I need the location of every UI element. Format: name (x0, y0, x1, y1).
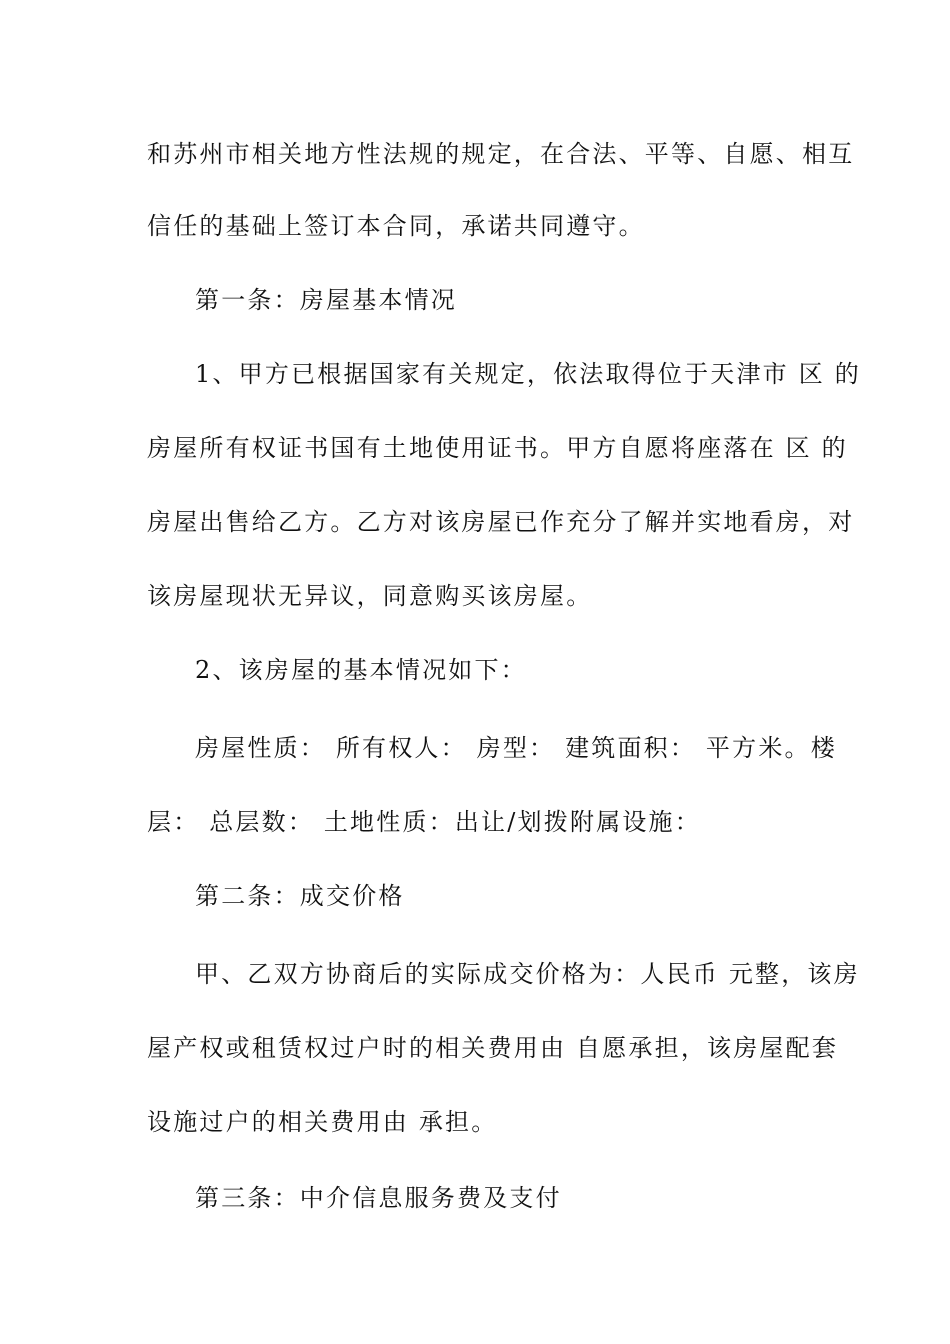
paragraph-line: 1、甲方已根据国家有关规定，依法取得位于天津市 区 的 (195, 360, 861, 388)
paragraph-line: 房屋出售给乙方。乙方对该房屋已作充分了解并实地看房，对 (147, 508, 855, 536)
section-heading: 第一条：房屋基本情况 (195, 286, 457, 314)
section-heading: 第二条：成交价格 (195, 882, 405, 910)
paragraph-line: 信任的基础上签订本合同，承诺共同遵守。 (147, 212, 645, 240)
paragraph-line: 该房屋现状无异议，同意购买该房屋。 (147, 582, 593, 610)
section-heading: 第三条：中介信息服务费及支付 (195, 1184, 562, 1212)
paragraph-line: 层： 总层数： 土地性质：出让/划拨附属设施： (147, 808, 701, 836)
paragraph-line: 设施过户的相关费用由 承担。 (147, 1108, 498, 1136)
paragraph-line: 房屋性质： 所有权人： 房型： 建筑面积： 平方米。楼 (195, 734, 837, 762)
paragraph-line: 2、该房屋的基本情况如下： (195, 656, 527, 684)
paragraph-line: 和苏州市相关地方性法规的规定，在合法、平等、自愿、相互 (147, 140, 855, 168)
paragraph-line: 甲、乙双方协商后的实际成交价格为：人民币 元整，该房 (195, 960, 860, 988)
paragraph-line: 屋产权或租赁权过户时的相关费用由 自愿承担，该房屋配套 (147, 1034, 839, 1062)
paragraph-line: 房屋所有权证书国有土地使用证书。甲方自愿将座落在 区 的 (147, 434, 848, 462)
